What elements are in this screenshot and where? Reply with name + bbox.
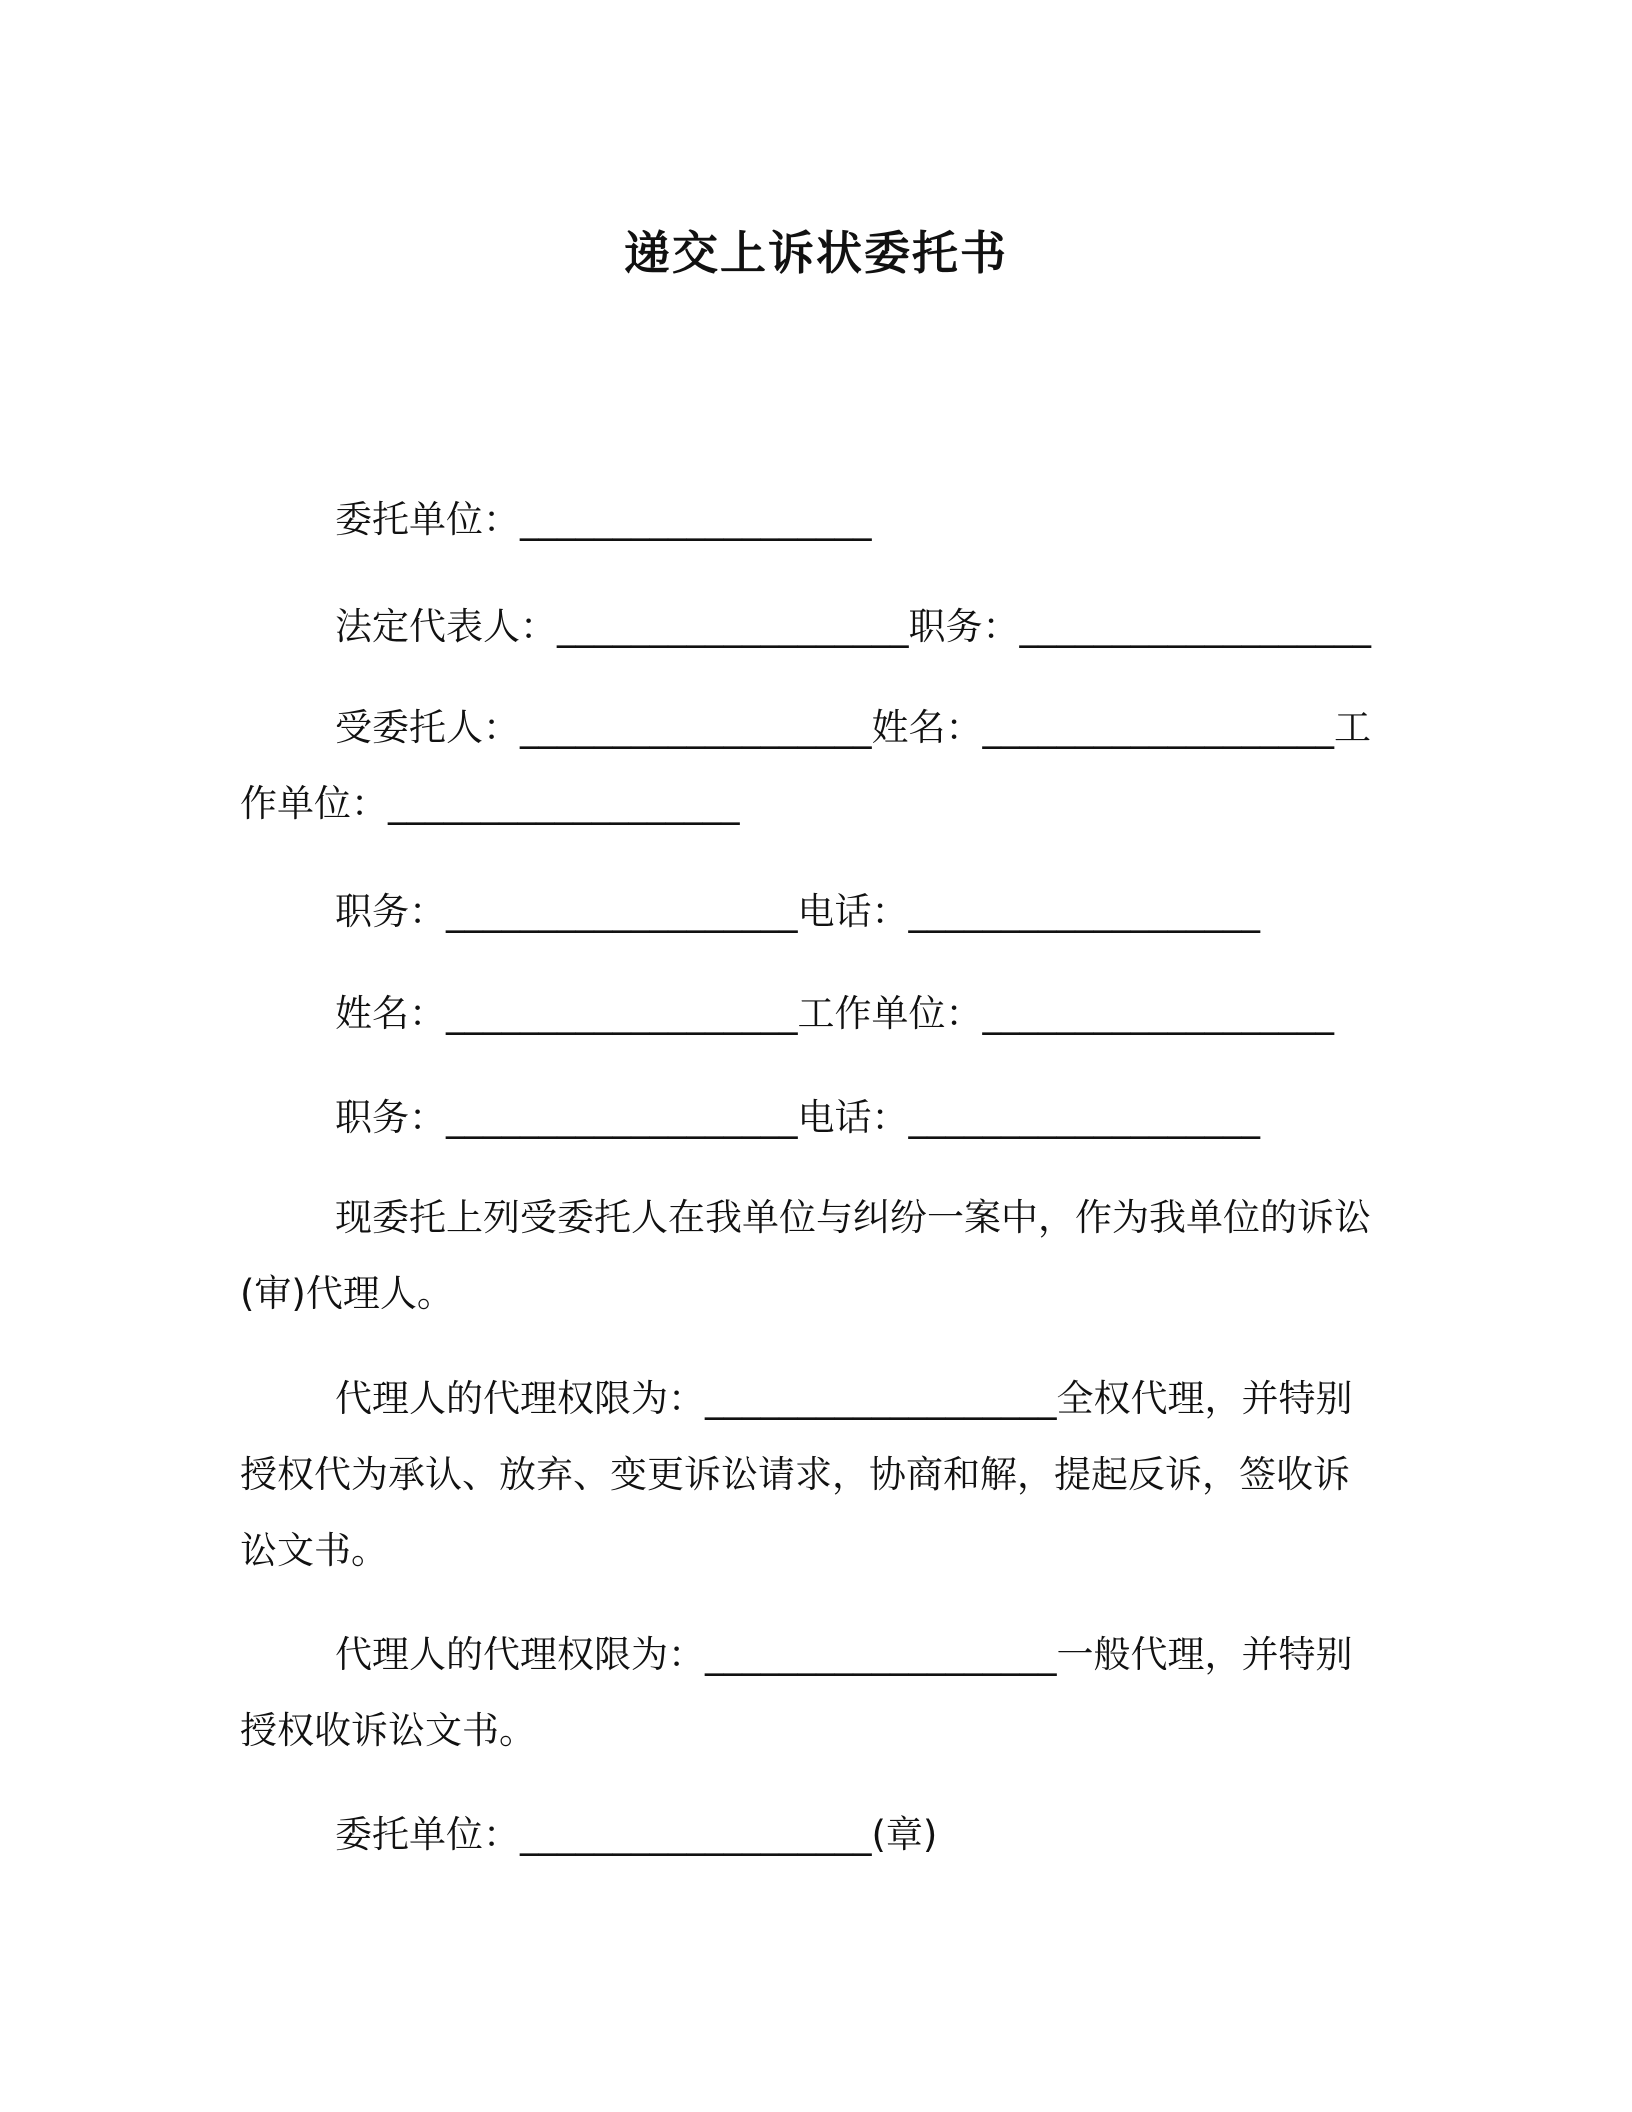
position-phone-line-1: 职务：___________________电话：___________________ [335, 890, 1260, 933]
position-phone-line-2: 职务：___________________电话：___________________ [335, 1096, 1260, 1139]
name-work-unit-line: 姓名：___________________工作单位：___________________ [335, 992, 1334, 1035]
general-agency-line-2: 授权收诉讼文书。 [240, 1709, 536, 1752]
entrusting-unit-line: 委托单位：___________________ [335, 498, 872, 541]
general-agency-line-1: 代理人的代理权限为：___________________一般代理，并特别 [335, 1633, 1353, 1676]
authorization-paragraph-line-1: 现委托上列受委托人在我单位与纠纷一案中，作为我单位的诉讼 [335, 1196, 1371, 1239]
legal-representative-line: 法定代表人：___________________职务：___________________ [335, 605, 1371, 648]
entrusted-person-line: 受委托人：___________________姓名：___________________工 [335, 706, 1371, 749]
full-agency-line-3: 讼文书。 [240, 1529, 388, 1572]
entrusting-unit-seal-line: 委托单位：___________________(章) [335, 1813, 938, 1856]
authorization-paragraph-line-2: (审)代理人。 [240, 1272, 454, 1315]
work-unit-line: 作单位：___________________ [240, 782, 740, 825]
full-agency-line-2: 授权代为承认、放弃、变更诉讼请求，协商和解，提起反诉，签收诉 [240, 1453, 1350, 1496]
full-agency-line-1: 代理人的代理权限为：___________________全权代理，并特别 [335, 1377, 1353, 1420]
document-title: 递交上诉状委托书 [624, 226, 1008, 280]
